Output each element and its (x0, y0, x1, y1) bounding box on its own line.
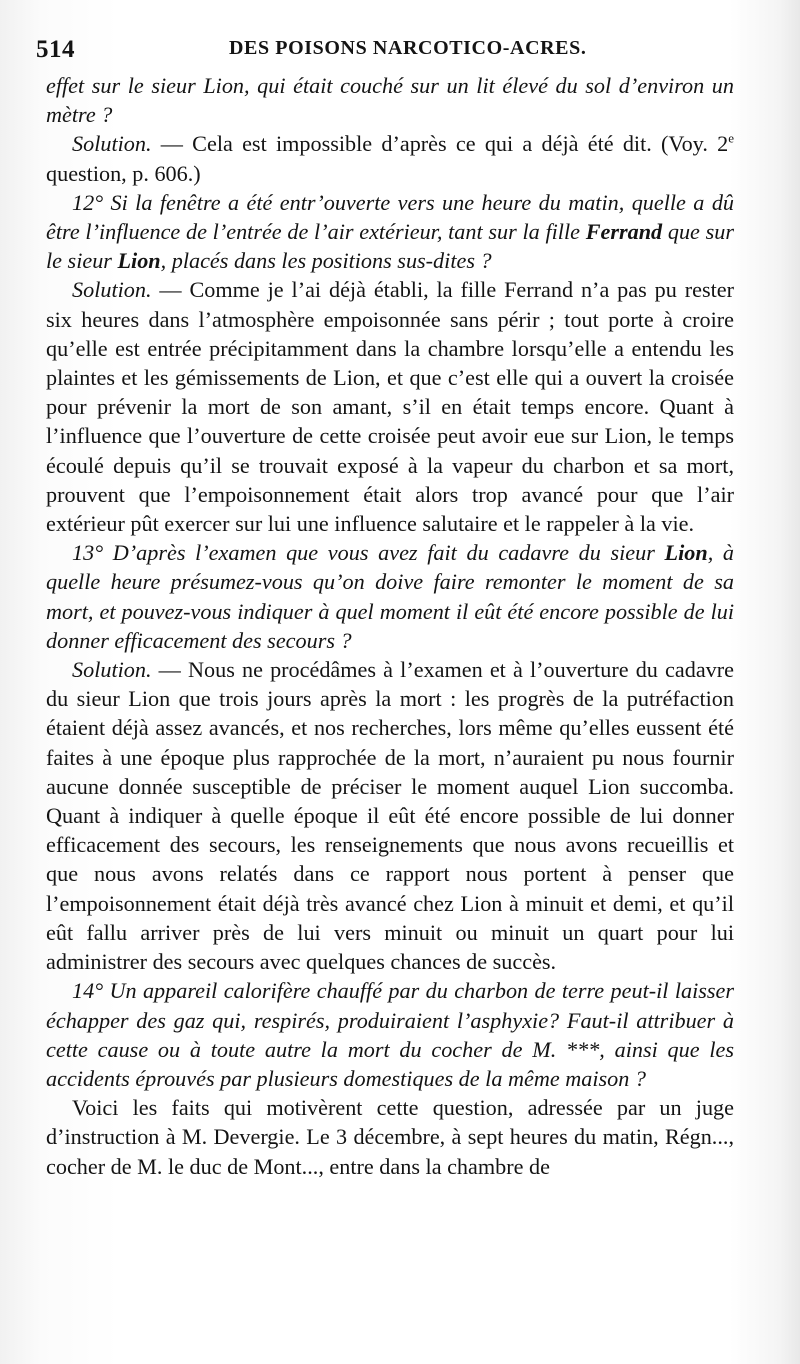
name-ferrand: Ferrand (585, 219, 663, 245)
page-body (46, 71, 734, 1181)
solution-label: Solution. (72, 131, 152, 157)
name-lion: Lion (117, 248, 161, 274)
solution-text: — Comme je l’ai déjà établi, la fille Ferrand n’a pas pu rester six heures dans l’atmosphère empoisonnée sans périr ; tout porte à croire qu’elle est entrée précipitamment dans la chambre lorsqu’elle a entendu les plaintes et les gémissements de Lion, et que c’est elle qui a ouvert la croisée pour prévenir la mort de son amant, s’il en était temps encore. Quant à l’influence que l’ouverture de cette croisée peut avoir eue sur Lion, le temps écoulé depuis qu’il se trouvait exposé à la vapeur du charbon et sa mort, prouvent que l’empoisonnement était alors trop avancé pour que l’air extérieur pût exercer sur lui une influence salutaire et le rappeler à la vie. (46, 277, 734, 537)
question-text: , placés dans les positions sus-dites ? (160, 248, 492, 274)
solution-paragraph (46, 275, 734, 538)
question-13 (46, 538, 734, 655)
solution-text: — Cela est impossible d’après ce qui a déjà été dit. (Voy. 2 (151, 131, 729, 157)
page-header (36, 36, 736, 68)
page-number: 514 (36, 36, 75, 63)
question-number: 12° (72, 189, 111, 215)
question-continuation: effet sur le sieur Lion, qui était couché sur un lit élevé du sol d’environ un mètre ? (46, 73, 734, 128)
question-text: Un appareil calorifère chauffé par du charbon de terre peut-il laisser échapper des gaz qui, respirés, produiraient l’asphyxie? Faut-il attribuer à cette cause ou à toute autre la mort du cocher de M. ***, ainsi que les accidents éprouvés par plusieurs domestiques de la même maison ? (46, 978, 734, 1091)
solution-label: Solution. (72, 657, 152, 683)
question-text: , à quelle heure présumez-vous qu’on doive faire remonter le moment de sa mort, et pouvez-vous indiquer à quel moment il eût été encore possible de lui donner efficacement des secours ? (46, 540, 735, 653)
running-title: DES POISONS NARCOTICO-ACRES. (229, 37, 587, 59)
question-14 (46, 976, 734, 1093)
question-text: Si la fenêtre a été entr’ouverte vers une heure du matin, quelle a dû être l’influence de l’entrée de l’air extérieur, tant sur la fille (46, 189, 735, 245)
question-number: 14° (72, 978, 110, 1004)
solution-text-end: question, p. 606.) (46, 160, 201, 186)
solution-paragraph (46, 129, 734, 187)
superscript: e (728, 131, 734, 147)
solution-label: Solution. (72, 277, 152, 303)
name-lion: Lion (664, 540, 708, 566)
solution-paragraph (46, 655, 734, 976)
question-number: 13° (72, 540, 113, 566)
narrative-paragraph: Voici les faits qui motivèrent cette question, adressée par un juge d’instruction à M. Devergie. Le 3 décembre, à sept heures du matin, Régn..., cocher de M. le duc de Mont..., entre dans la chambre de (46, 1095, 734, 1179)
question-12 (46, 188, 734, 276)
question-text: que sur le sieur (46, 219, 734, 274)
solution-text: — Nous ne procédâmes à l’examen et à l’ouverture du cadavre du sieur Lion que trois jours après la mort : les progrès de la putréfaction étaient déjà assez avancés, et nos recherches, lors même qu’elles eussent été faites à une époque plus rapprochée de la mort, n’auraient pu nous fournir aucune donnée susceptible de préciser le moment auquel Lion succomba. Quant à indiquer à quelle époque il eût été encore possible de lui donner efficacement des secours, les renseignements que nous avons recueillis et que nous avons relatés dans ce rapport nous portent à penser que l’empoisonnement était déjà très avancé chez Lion à minuit et demi, et qu’il eût fallu arriver près de lui vers minuit ou minuit un quart pour lui administrer des secours avec quelques chances de succès. (46, 657, 734, 975)
question-text: D’après l’examen que vous avez fait du cadavre du sieur (112, 540, 665, 566)
